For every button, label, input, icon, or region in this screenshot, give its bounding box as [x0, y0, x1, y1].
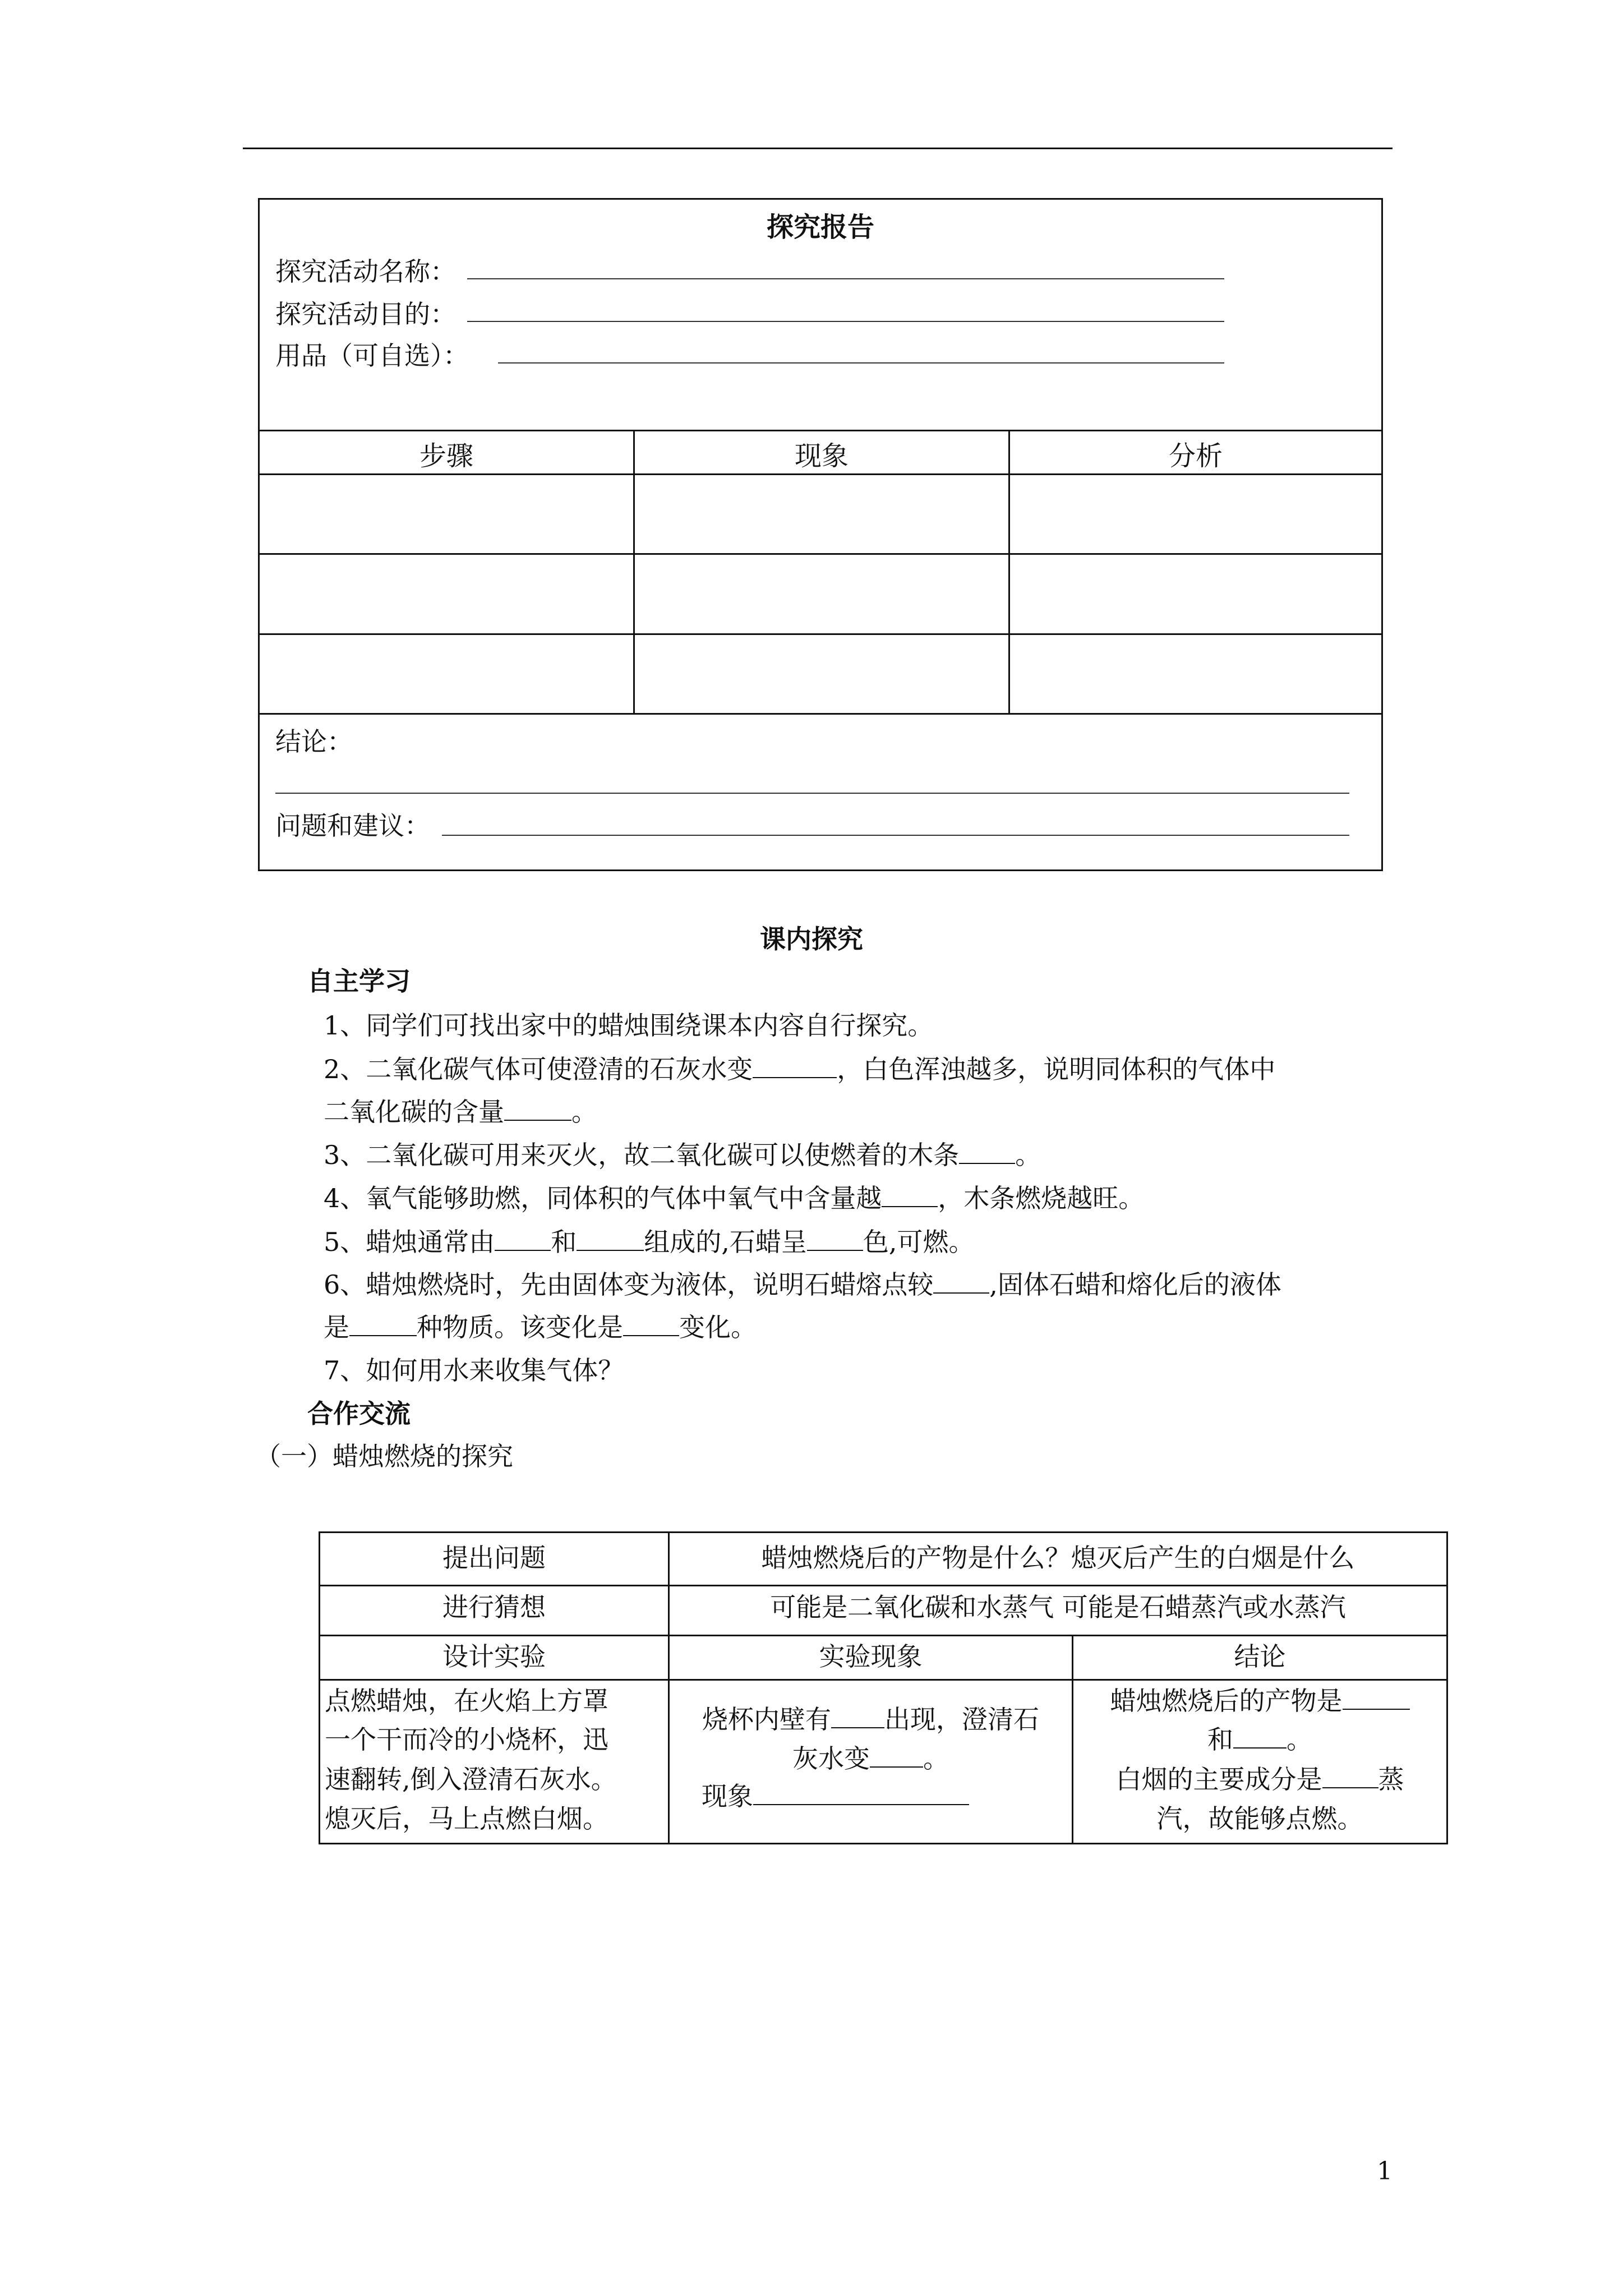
header-phenomenon: 实验现象	[819, 1641, 923, 1672]
materials-line[interactable]	[498, 362, 1224, 364]
item-2: 2、二氧化碳气体可使澄清的石灰水变 ，白色浑浊越多，说明同体积的气体中	[324, 1054, 1276, 1084]
item-6-cont: 是 种物质。该变化是 变化。	[324, 1312, 757, 1342]
conclusion-line-3: 白烟的主要成分是 蒸	[1115, 1764, 1404, 1795]
activity-goal-label: 探究活动目的：	[275, 299, 456, 329]
report-title: 探究报告	[766, 211, 874, 243]
column-steps: 步骤	[419, 440, 473, 472]
design-line-2: 一个干而冷的小烧杯，迅	[325, 1724, 608, 1755]
item-7: 7、如何用水来收集气体？	[324, 1355, 624, 1386]
question-label: 提出问题	[442, 1543, 546, 1573]
activity-name-label: 探究活动名称：	[275, 256, 456, 287]
conclusion-label: 结论：	[275, 726, 353, 757]
self-study-heading: 自主学习	[307, 966, 411, 996]
report-table	[258, 198, 1383, 871]
design-line-4: 熄灭后，马上点燃白烟。	[325, 1803, 608, 1834]
column-phenomenon: 现象	[794, 440, 849, 472]
column-analysis: 分析	[1168, 440, 1223, 472]
guess-text: 可能是二氧化碳和水蒸气 可能是石蜡蒸汽或水蒸汽	[770, 1592, 1346, 1622]
item-1: 1、同学们可找出家中的蜡烛围绕课本内容自行探究。	[324, 1010, 934, 1041]
activity-name-line[interactable]	[467, 278, 1224, 279]
guess-label: 进行猜想	[442, 1592, 546, 1622]
header-rule	[243, 148, 1393, 149]
suggestions-label: 问题和建议：	[275, 811, 430, 841]
conclusion-line[interactable]	[275, 793, 1349, 794]
header-design: 设计实验	[442, 1641, 546, 1672]
activity-goal-line[interactable]	[467, 321, 1224, 322]
question-text: 蜡烛燃烧后的产物是什么？熄灭后产生的白烟是什么	[761, 1543, 1355, 1573]
conclusion-line-1: 蜡烛燃烧后的产物是	[1073, 1683, 1446, 1719]
suggestions-line[interactable]	[442, 835, 1349, 836]
part-one-heading: （一）蜡烛燃烧的探究	[255, 1441, 513, 1471]
item-2-cont: 二氧化碳的含量 。	[324, 1097, 597, 1127]
section-title: 课内探究	[760, 924, 863, 954]
design-line-3: 速翻转,倒入澄清石灰水。	[325, 1764, 617, 1795]
conclusion-line-4: 汽，故能够点燃。	[1156, 1803, 1363, 1834]
phenomenon-line-3: 现象	[702, 1778, 1072, 1814]
item-6: 6、蜡烛燃烧时，先由固体变为液体，说明石蜡熔点较 ,固体石蜡和熔化后的液体	[324, 1269, 1281, 1300]
cooperation-heading: 合作交流	[307, 1398, 411, 1429]
materials-label: 用品（可自选）：	[275, 341, 469, 371]
item-4: 4、氧气能够助燃，同体积的气体中氧气中含量越 ，木条燃烧越旺。	[324, 1183, 1145, 1213]
phenomenon-line-1: 烧杯内壁有 出现，澄清石	[702, 1704, 1039, 1734]
header-conclusion: 结论	[1234, 1641, 1286, 1672]
page-number: 1	[1377, 2157, 1393, 2185]
item-3: 3、二氧化碳可用来灭火，故二氧化碳可以使燃着的木条 。	[324, 1140, 1041, 1170]
experiment-table	[319, 1531, 1448, 1844]
phenomenon-line-2: 灰水变 。	[792, 1743, 949, 1774]
conclusion-line-2: 和 。	[1207, 1724, 1312, 1755]
design-line-1: 点燃蜡烛，在火焰上方罩	[325, 1686, 608, 1716]
item-5: 5、蜡烛通常由 和 组成的,石蜡呈 色,可燃。	[324, 1227, 975, 1257]
